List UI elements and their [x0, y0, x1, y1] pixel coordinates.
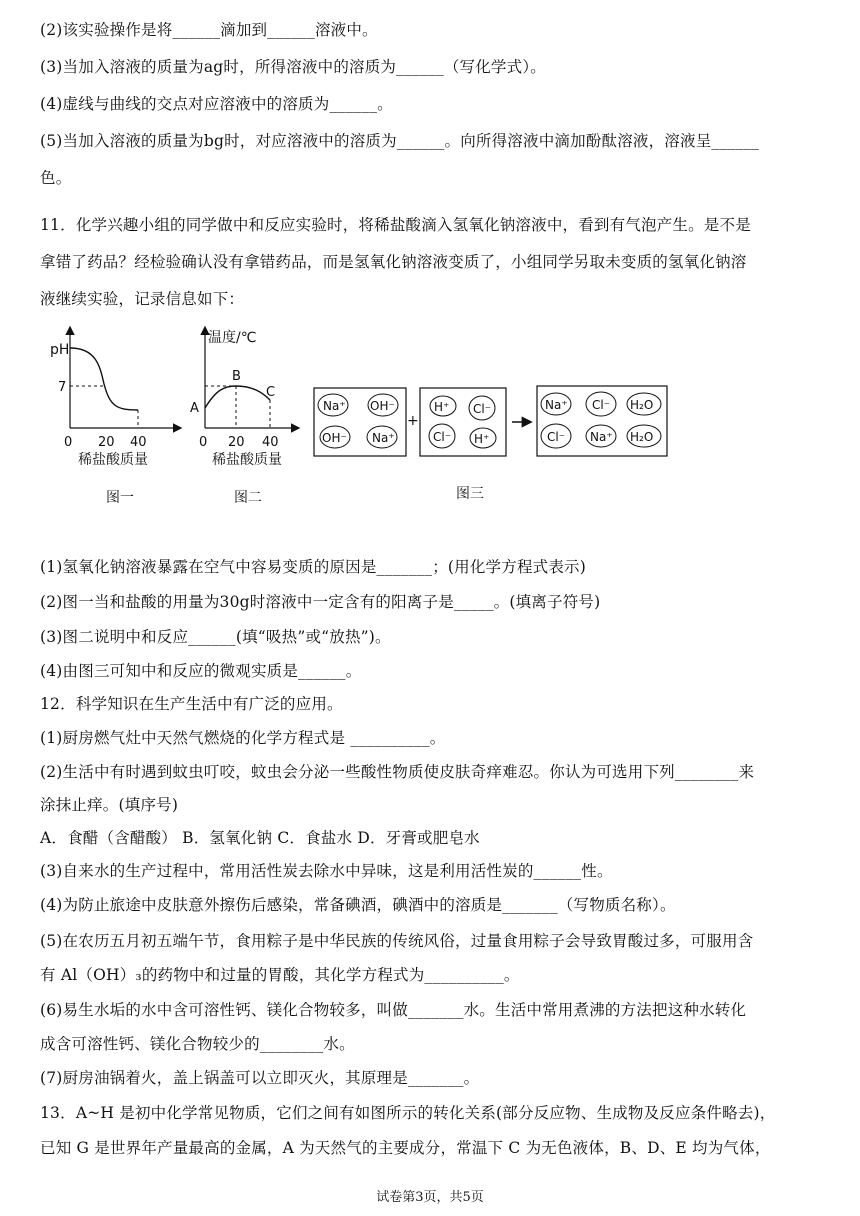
answer-options: A．食醋（含醋酸） B．氢氧化钠 C．食盐水 D．牙膏或肥皂水	[40, 829, 480, 847]
ion-label: H⁺	[474, 432, 490, 446]
fig2-point-c: C	[266, 385, 276, 400]
question-line: (1)厨房燃气灶中天然气燃烧的化学方程式是 __________。	[40, 729, 446, 747]
fig2-point-a: A	[190, 401, 199, 416]
question-line: (7)厨房油锅着火，盖上锅盖可以立即灭火，其原理是_______。	[40, 1069, 480, 1087]
figures-svg	[40, 322, 680, 522]
fig2-tick-20: 20	[228, 435, 245, 450]
question-line: 有 Al（OH）₃的药物中和过量的胃酸，其化学方程式为__________。	[40, 966, 520, 984]
fig2-y-label: 温度/℃	[208, 330, 257, 346]
fig1-x-label: 稀盐酸质量	[78, 452, 148, 468]
page-footer: 试卷第3页，共5页	[376, 1190, 484, 1205]
fig1-origin: 0	[64, 435, 73, 450]
ion-label: Cl⁻	[592, 398, 611, 412]
figure-1	[50, 328, 180, 506]
question-line: (1)氢氧化钠溶液暴露在空气中容易变质的原因是_______；(用化学方程式表示)	[40, 558, 587, 576]
question-line: 13．A~H 是初中化学常见物质，它们之间有如图所示的转化关系(部分反应物、生成物及反应条件略去)，	[40, 1104, 776, 1122]
fig2-tick-40: 40	[262, 435, 279, 450]
fig1-tick-20: 20	[98, 435, 115, 450]
ion-label: Na⁺	[323, 399, 346, 413]
question-line: 11．化学兴趣小组的同学做中和反应实验时，将稀盐酸滴入氢氧化钠溶液中，看到有气泡产生。是不是	[40, 216, 751, 234]
fig1-ph-curve	[70, 348, 138, 410]
ion-label: Cl⁻	[547, 430, 566, 444]
ion-label: OH⁻	[370, 399, 395, 413]
question-line: 涂抹止痒。(填序号)	[40, 796, 179, 814]
fig3-caption: 图三	[456, 486, 484, 502]
question-line: (5)当加入溶液的质量为bg时，对应溶液中的溶质为______。向所得溶液中滴加酚酞溶液，溶液呈______	[40, 132, 760, 150]
question-line: (4)由图三可知中和反应的微观实质是______。	[40, 662, 362, 680]
ion-label: Na⁺	[372, 431, 395, 445]
question-line: 拿错了药品？经检验确认没有拿错药品，而是氢氧化钠溶液变质了，小组同学另取未变质的氢氧化钠溶	[40, 253, 747, 271]
fig3-plus: +	[407, 413, 419, 429]
question-line: (2)该实验操作是将______滴加到______溶液中。	[40, 21, 378, 39]
question-line: 液继续实验，记录信息如下：	[40, 290, 245, 308]
ion-label: OH⁻	[322, 431, 347, 445]
molecule-label: H₂O	[630, 398, 654, 412]
fig1-y-label: pH	[50, 342, 70, 358]
ion-label: Na⁺	[590, 430, 613, 444]
question-line: (2)图一当和盐酸的用量为30g时溶液中一定含有的阳离子是_____。(填离子符号)	[40, 593, 601, 611]
question-line: (6)易生水垢的水中含可溶性钙、镁化合物较多，叫做_______水。生活中常用煮沸的方法把这种水转化	[40, 1001, 747, 1019]
fig2-caption: 图二	[234, 490, 262, 506]
question-line: (4)虚线与曲线的交点对应溶液中的溶质为______。	[40, 95, 393, 113]
figure-2	[190, 328, 298, 506]
question-line: (3)图二说明中和反应______(填“吸热”或“放热”)。	[40, 628, 391, 646]
fig2-origin: 0	[199, 435, 208, 450]
question-line: (5)在农历五月初五端午节，食用粽子是中华民族的传统风俗，过量食用粽子会导致胃酸过多，可服用含	[40, 932, 754, 950]
fig3-box-hcl	[420, 388, 506, 456]
figure-row	[40, 322, 680, 522]
question-line: (3)当加入溶液的质量为ag时，所得溶液中的溶质为______（写化学式）。	[40, 58, 546, 76]
fig2-x-label: 稀盐酸质量	[212, 452, 282, 468]
question-line: 已知 G 是世界年产量最高的金属，A 为天然气的主要成分，常温下 C 为无色液体，B、D、E 均为气体，	[40, 1139, 771, 1157]
question-line: 12．科学知识在生产生活中有广泛的应用。	[40, 695, 343, 713]
question-line: (4)为防止旅途中皮肤意外擦伤后感染，常备碘酒，碘酒中的溶质是_______（写物质名称）。	[40, 896, 676, 914]
fig1-tick-7: 7	[58, 380, 67, 395]
question-line: 色。	[40, 169, 72, 187]
ion-label: Cl⁻	[433, 430, 452, 444]
question-line: (3)自来水的生产过程中，常用活性炭去除水中异味，这是利用活性炭的______性。	[40, 862, 613, 880]
fig2-temp-curve	[205, 386, 270, 408]
ion-label: Na⁺	[545, 398, 568, 412]
ion-label: Cl⁻	[473, 402, 492, 416]
fig3-box-products	[537, 386, 667, 456]
question-line: (2)生活中有时遇到蚊虫叮咬，蚊虫会分泌一些酸性物质使皮肤奇痒难忍。你认为可选用下列________来	[40, 763, 755, 781]
molecule-label: H₂O	[630, 430, 654, 444]
fig2-point-b: B	[232, 369, 241, 384]
fig1-caption: 图一	[106, 490, 134, 506]
question-line: 成含可溶性钙、镁化合物较少的________水。	[40, 1035, 355, 1053]
ion-label: H⁺	[434, 400, 450, 414]
fig1-tick-40: 40	[130, 435, 147, 450]
figure-3	[314, 386, 667, 502]
